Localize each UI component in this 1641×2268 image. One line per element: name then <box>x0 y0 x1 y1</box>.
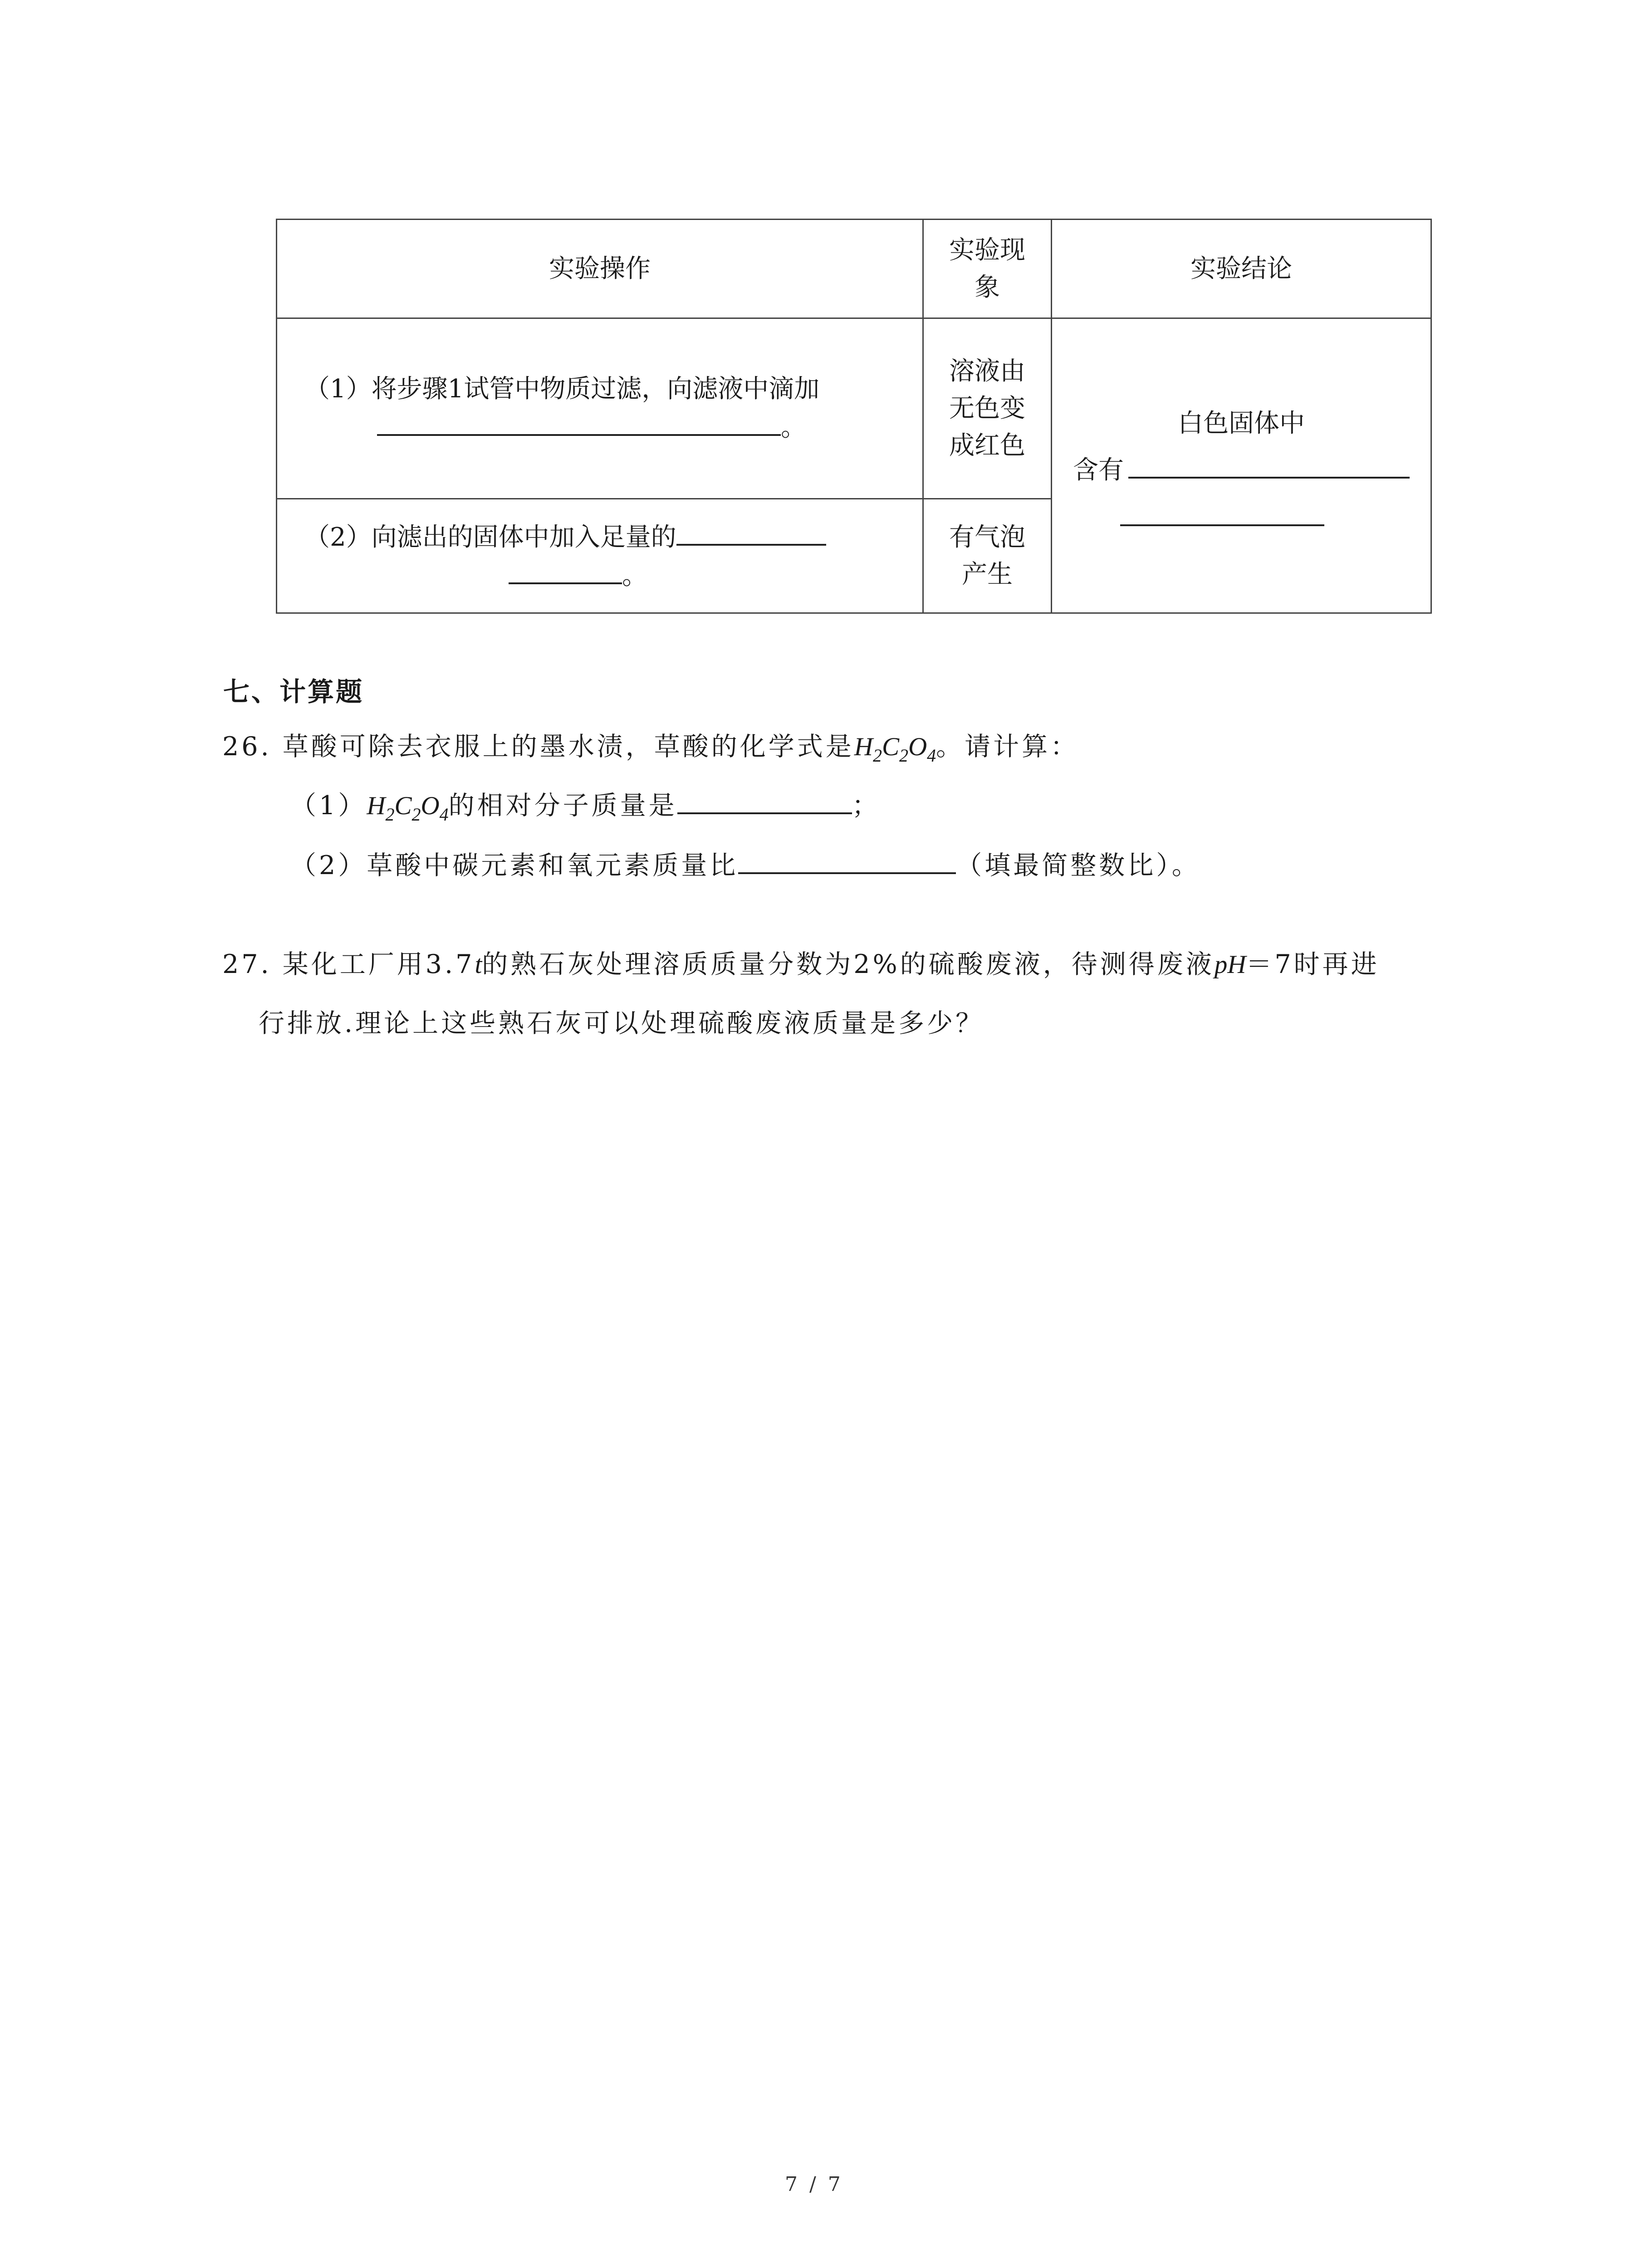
answer-blank[interactable] <box>509 556 622 584</box>
chemical-formula: $H_2C_2O_4$ <box>367 792 449 825</box>
header-operation: 实验操作 <box>277 220 923 318</box>
section-title: 七、计算题 <box>223 676 364 707</box>
experiment-table <box>276 219 1432 614</box>
conclusion-cell <box>1052 318 1431 613</box>
operation-text-1: （1）将步骤1试管中物质过滤，向滤液中滴加 <box>304 374 820 404</box>
table-header-row <box>277 220 1431 318</box>
answer-blank[interactable] <box>677 787 852 814</box>
answer-blank[interactable] <box>738 847 956 874</box>
operation-cell-1: （1）将步骤1试管中物质过滤，向滤液中滴加 。 <box>277 318 923 499</box>
operation-cell-2: （2）向滤出的固体中加入足量的 。 <box>277 499 923 613</box>
phenomenon-cell-1: 溶液由无色变成红色 <box>923 318 1052 499</box>
question-26: 26. 草酸可除去衣服上的墨水渍，草酸的化学式是$H_2C_2O_4$。请计算： <box>222 732 1079 766</box>
chemical-formula: $H_2C_2O_4$ <box>854 733 936 766</box>
question-26-part-1: $(1)H_2C_2O_4$的相对分子质量是 ； <box>290 785 881 825</box>
question-27-line-2: 行排放.理论上这些熟石灰可以处理硫酸废液质量是多少？ <box>259 1008 985 1038</box>
operation-text-2: （2）向滤出的固体中加入足量的 <box>304 522 676 552</box>
header-phenomenon: 实验现象 <box>923 220 1052 318</box>
header-conclusion: 实验结论 <box>1052 220 1431 318</box>
answer-blank[interactable] <box>377 408 781 436</box>
table-row <box>277 318 1431 499</box>
page-number: 7 / 7 <box>785 2173 843 2196</box>
answer-blank[interactable] <box>1128 450 1410 479</box>
question-27: 27. 某化工厂用3.7t的熟石灰处理溶质质量分数为2%的硫酸废液，待测得废液pH＝7时再进 <box>222 949 1380 979</box>
question-number: 26. <box>222 732 272 762</box>
conclusion-text-2: 含有 <box>1073 455 1124 485</box>
answer-blank[interactable] <box>1120 498 1324 526</box>
question-26-part-2: （2）草酸中碳元素和氧元素质量比 （填最简整数比）。 <box>290 845 1200 882</box>
phenomenon-cell-2: 有气泡产生 <box>923 499 1052 613</box>
question-number: 27. <box>222 949 272 979</box>
conclusion-text-1: 白色固体中 <box>1178 409 1305 438</box>
answer-blank[interactable] <box>676 518 826 546</box>
